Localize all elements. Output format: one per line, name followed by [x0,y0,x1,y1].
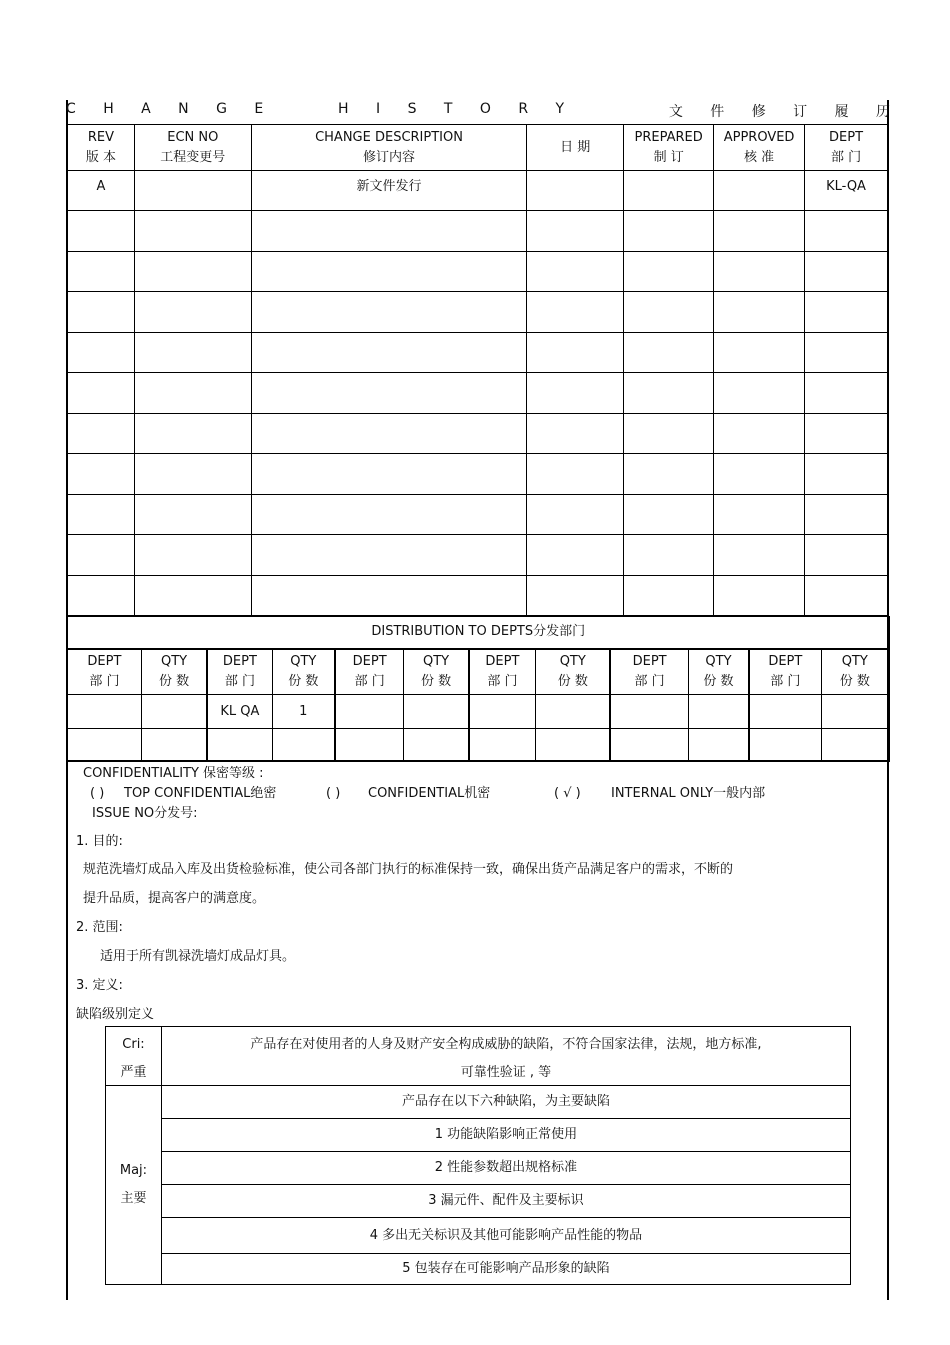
change-row [68,454,888,495]
change-cell [805,332,888,373]
title-char: 修 [751,104,766,120]
change-cell [714,454,805,495]
major-label: Maj: 主要 [106,1086,162,1285]
change-cell [624,494,714,535]
title-char: 订 [793,104,808,120]
title-letter: H [338,101,349,117]
change-cell [805,251,888,292]
dist-header-qty: QTY 份 数 [272,649,335,695]
title-letter: O [479,101,491,117]
dist-cell [141,729,207,761]
change-cell [805,373,888,414]
change-row [68,535,888,576]
change-cell [134,171,251,211]
change-row [68,575,888,616]
change-cell [68,332,135,373]
title-char: 履 [834,104,849,120]
dist-cell [469,695,536,729]
change-cell [134,251,251,292]
header-dept: DEPT 部 门 [805,125,888,171]
change-row [68,171,888,211]
change-row [68,251,888,292]
change-row [68,332,888,373]
change-cell [251,211,527,252]
section-2-title: 2. 范围: [76,920,123,935]
section-1-line-1: 规范洗墙灯成品入库及出货检验标准，使公司各部门执行的标准保持一致，确保出货产品满足客户的需求，不断的 [83,862,734,877]
dist-cell [536,729,611,761]
change-cell [68,413,135,454]
change-cell [68,494,135,535]
dist-cell [335,695,404,729]
change-cell [134,292,251,333]
title-letter: E [254,101,264,117]
change-cell [134,575,251,616]
major-item: 5 包装存在可能影响产品形象的缺陷 [161,1254,850,1285]
critical-description: 产品存在对使用者的人身及财产安全构成威胁的缺陷，不符合国家法律，法规，地方标准, 可靠性验证 , 等 [161,1027,850,1086]
dist-cell [68,695,142,729]
change-cell [714,171,805,211]
confidential-checkbox[interactable]: ( ) [326,786,341,801]
change-cell [805,211,888,252]
dist-header-qty: QTY 份 数 [536,649,611,695]
title-letter: T [443,101,453,117]
change-cell [134,413,251,454]
change-cell [805,292,888,333]
change-cell [624,373,714,414]
change-cell [68,535,135,576]
change-cell [714,292,805,333]
change-cell [527,211,624,252]
major-item: 4 多出无关标识及其他可能影响产品性能的物品 [161,1218,850,1254]
distribution-header-row [68,649,890,695]
change-cell [251,494,527,535]
change-cell [714,373,805,414]
dist-header-dept: DEPT 部 门 [207,649,272,695]
change-cell [805,454,888,495]
major-item: 3 漏元件、配件及主要标识 [161,1185,850,1218]
title-letter: G [216,101,227,117]
dist-header-dept: DEPT 部 门 [610,649,688,695]
dist-header-qty: QTY 份 数 [404,649,469,695]
header-description: CHANGE DESCRIPTION 修订内容 [251,125,527,171]
distribution-table [67,616,890,762]
change-cell [714,332,805,373]
top-confidential-checkbox[interactable]: ( ) [90,786,105,801]
change-cell [251,535,527,576]
dist-cell [141,695,207,729]
change-cell [624,332,714,373]
dist-cell [688,729,749,761]
title-char: 文 [668,104,683,120]
change-cell [624,292,714,333]
change-cell [624,535,714,576]
dist-cell: 1 [272,695,335,729]
change-cell [624,454,714,495]
change-cell [68,292,135,333]
change-cell [527,332,624,373]
title-letter: N [178,101,189,117]
change-cell: KL-QA [805,171,888,211]
change-cell: 新文件发行 [251,171,527,211]
dist-cell [404,729,469,761]
major-item: 1 功能缺陷影响正常使用 [161,1119,850,1152]
change-cell [527,413,624,454]
change-cell [805,494,888,535]
dist-header-qty: QTY 份 数 [821,649,889,695]
confidential-label: CONFIDENTIAL机密 [368,786,491,801]
change-cell [624,211,714,252]
change-cell [134,332,251,373]
change-cell [527,251,624,292]
change-cell [714,413,805,454]
dist-header-dept: DEPT 部 门 [335,649,404,695]
dist-cell [749,695,821,729]
dist-cell: KL QA [207,695,272,729]
change-cell [805,413,888,454]
top-confidential-label: TOP CONFIDENTIAL绝密 [124,786,277,801]
dist-cell [821,695,889,729]
title-letter: S [407,101,417,117]
change-cell [714,211,805,252]
dist-header-dept: DEPT 部 门 [749,649,821,695]
change-cell [251,575,527,616]
critical-row [106,1027,851,1086]
dist-cell [68,729,142,761]
change-cell [134,211,251,252]
section-1-title: 1. 目的: [76,834,123,849]
dist-cell [610,729,688,761]
change-cell [714,494,805,535]
dist-cell [469,729,536,761]
header-rev: REV 版 本 [68,125,135,171]
change-row [68,211,888,252]
title-char: 历 [875,104,890,120]
dist-header-qty: QTY 份 数 [688,649,749,695]
change-cell: A [68,171,135,211]
change-cell [251,292,527,333]
internal-only-label: INTERNAL ONLY一般内部 [611,786,766,801]
change-history-table [67,124,888,616]
section-3-title: 3. 定义: [76,978,123,993]
change-cell [527,535,624,576]
header-prepared: PREPARED 制 订 [624,125,714,171]
dist-row [68,729,890,761]
change-cell [134,373,251,414]
change-cell [527,494,624,535]
change-cell [527,575,624,616]
section-2-line-1: 适用于所有凯禄洗墙灯成品灯具。 [100,949,296,964]
change-cell [68,373,135,414]
distribution-title: DISTRIBUTION TO DEPTS分发部门 [68,617,890,649]
change-cell [251,454,527,495]
change-row [68,292,888,333]
change-cell [624,171,714,211]
change-cell [714,535,805,576]
change-cell [527,171,624,211]
title-letter: A [141,101,151,117]
change-cell [805,535,888,576]
dist-cell [749,729,821,761]
change-cell [805,575,888,616]
defect-level-table [105,1026,851,1285]
change-cell [624,575,714,616]
dist-cell [207,729,272,761]
major-item: 产品存在以下六种缺陷，为主要缺陷 [161,1086,850,1119]
critical-label: Cri: 严重 [106,1027,162,1086]
title-letter: Y [555,101,565,117]
change-cell [68,454,135,495]
dist-cell [610,695,688,729]
change-cell [714,575,805,616]
title-letter: C [66,101,76,117]
title-letter: H [103,101,114,117]
change-cell [251,332,527,373]
title-letter: I [376,101,381,117]
change-cell [527,292,624,333]
change-cell [251,251,527,292]
dist-row [68,695,890,729]
dist-header-dept: DEPT 部 门 [68,649,142,695]
change-cell [527,454,624,495]
header-ecn: ECN NO 工程变更号 [134,125,251,171]
change-row [68,413,888,454]
internal-only-checkbox[interactable]: ( √ ) [554,786,581,801]
section-1-line-2: 提升品质，提高客户的满意度。 [83,891,266,906]
dist-cell [335,729,404,761]
title-char: 件 [710,104,725,120]
change-cell [527,373,624,414]
document-title [66,101,890,123]
change-cell [134,454,251,495]
change-cell [68,211,135,252]
change-cell [624,413,714,454]
issue-no-label: ISSUE NO分发号: [92,806,198,821]
dist-cell [536,695,611,729]
dist-cell [272,729,335,761]
title-letter: R [518,101,529,117]
change-cell [251,413,527,454]
change-cell [134,535,251,576]
change-cell [134,494,251,535]
header-approved: APPROVED 核 准 [714,125,805,171]
change-cell [68,575,135,616]
change-cell [714,251,805,292]
dist-header-dept: DEPT 部 门 [469,649,536,695]
dist-header-qty: QTY 份 数 [141,649,207,695]
change-row [68,373,888,414]
header-date: 日 期 [527,125,624,171]
change-header-row [68,125,888,171]
change-row [68,494,888,535]
change-cell [624,251,714,292]
dist-cell [821,729,889,761]
major-item: 2 性能参数超出规格标准 [161,1152,850,1185]
dist-cell [688,695,749,729]
section-3-subtitle: 缺陷级别定义 [76,1007,155,1022]
change-cell [251,373,527,414]
change-cell [68,251,135,292]
confidentiality-label: CONFIDENTIALITY 保密等级 : [83,766,264,781]
dist-cell [404,695,469,729]
